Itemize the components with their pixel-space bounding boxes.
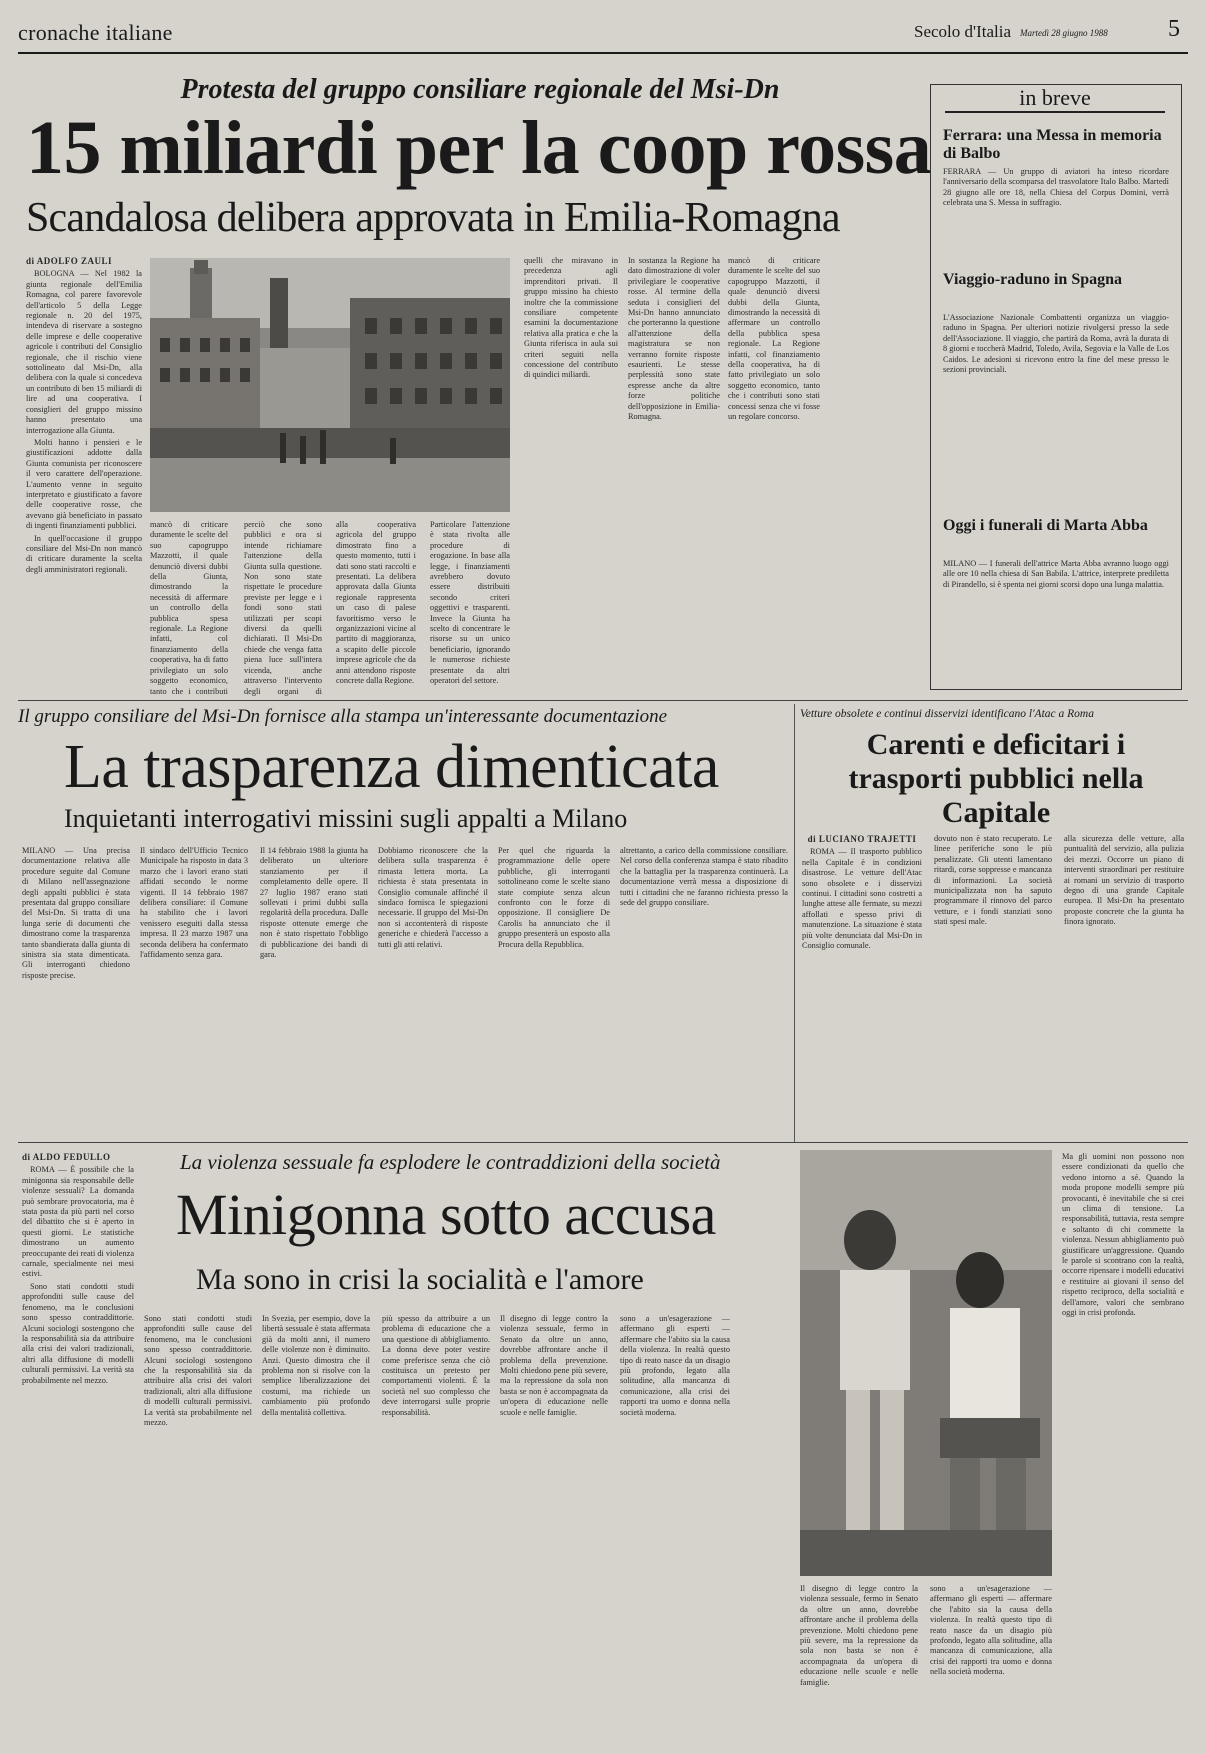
- a4-caption-column: sono a un'esagerazione — affermano gli esperti — affermare che l'abito sia la causa della violenza. In realtà questo tipo di reato nasce da un disagio più profondo, legato alla solitudine, alla mancanza di comunicazione, alla crisi dei rapporti tra uomo e donna nella società moderna.: [930, 1584, 1052, 1677]
- a2-title: La trasparenza dimenticata: [64, 733, 719, 801]
- a4-subtitle: Ma sono in crisi la socialità e l'amore: [196, 1263, 644, 1296]
- a4-kicker: La violenza sessuale fa esplodere le contraddizioni della società: [180, 1150, 721, 1174]
- page-header: [18, 14, 1188, 48]
- a4-column: più spesso da attribuire a un problema di educazione che a una questione di abbigliamento. La donna deve poter vestire come preferisce senza che ciò costituisca un pretesto per comportamenti violenti. È la società nel suo complesso che deve interrogarsi sulle proprie responsabilità.: [382, 1314, 490, 1417]
- brief-text: FERRARA — Un gruppo di aviatori ha inteso ricordare l'anniversario della scomparsa del trasvolatore Italo Balbo. Martedì 28 giugno alle ore 18, nella Chiesa del Corpus Domini, verrà celebrata una S. Messa in suffragio.: [943, 167, 1169, 208]
- a4-title: Minigonna sotto accusa: [176, 1182, 716, 1247]
- a2-column: MILANO — Una precisa documentazione relativa alle procedure seguite dal Comune di Milano nell'assegnazione degli appalti pubblici è stata presentata dal gruppo consiliare del Msi-Dn. Si tratta di una lunga serie di documenti che dimostrano come la trasparenza tanto sbandierata dalla giunta di sinistra sia stata dimenticata. Gli interroganti chiedono risposte precise.: [22, 846, 130, 980]
- issue-date: Martedì 28 giugno 1988: [1020, 28, 1108, 38]
- young-people-photo: [800, 1150, 1052, 1576]
- a1-column: Particolare l'attenzione è stata rivolta alle procedure di erogazione. In base alla legge, i finanziamenti avrebbero dovuto essere distribuiti secondo criteri oggettivi e trasparenti. Invece la Giunta ha scelto di concentrare le risorse su un unico beneficiario, ignorando le numerose richieste presentate da altri operatori del settore.: [430, 520, 510, 686]
- a4-byline: di ALDO FEDULLO: [22, 1152, 111, 1162]
- a1-paragraph: Molti hanno i pensieri e le giustificazioni addotte dalla Giunta comunista per riconoscere il vero carattere dell'operazione. L'aumento venne in seguito interpretato e giustificato a favore delle cooperative rosse, che avevano già beneficiato in passato di ingenti finanziamenti pubblici.: [26, 437, 142, 531]
- section-rule: [18, 1142, 1188, 1143]
- header-rule: [18, 52, 1188, 54]
- a4-column: sono a un'esagerazione — affermano gli esperti — affermare che l'abito sia la causa della violenza. In realtà questo tipo di reato nasce da un disagio più profondo, legato alla solitudine, alla mancanza di comunicazione, alla crisi dei rapporti tra uomo e donna nella società moderna.: [620, 1314, 730, 1417]
- section-label: cronache italiane: [18, 20, 173, 45]
- a2-column: altrettanto, a carico della commissione consiliare. Nel corso della conferenza stampa è stato ribadito che la battaglia per la trasparenza continuerà. La documentazione verrà messa a disposizione di tutti i cittadini che ne faranno richiesta presso la sede del gruppo consiliare.: [620, 846, 788, 908]
- a4-column: Sono stati condotti studi approfonditi sulle cause del fenomeno, ma le conclusioni sono spesso contraddittorie. Alcuni sociologi sostengono che la responsabilità sia da attribuire alla crisi dei valori tradizionali, altri alla diffusione di modelli culturali permissivi. La verità sta probabilmente nel mezzo.: [144, 1314, 252, 1428]
- a2-column: Per quel che riguarda la programmazione delle opere pubbliche, gli interroganti sottolineano come le scelte siano state compiute senza alcun confronto con le forze di opposizione. Il consigliere De Carolis ha annunciato che il gruppo presenterà un esposto alla Procura della Repubblica.: [498, 846, 610, 949]
- a2-column: Il 14 febbraio 1988 la giunta ha deliberato un ulteriore stanziamento per il completamento delle opere. Il 27 luglio 1987 erano stati sollevati i primi dubbi sulla regolarità della procedura. Dalle risposte ottenute emerge che non è stato rispettato l'obbligo di pubblicazione dei bandi di gara.: [260, 846, 368, 960]
- a3-title: Carenti e deficitari i trasporti pubblici nella Capitale: [848, 728, 1144, 829]
- a1-lead-column: [26, 256, 142, 696]
- a2-subtitle: Inquietanti interrogativi missini sugli appalti a Milano: [64, 804, 628, 833]
- a2-column: Il sindaco dell'Ufficio Tecnico Municipale ha risposto in data 3 marzo che i lavori erano stati affidati secondo le norme vigenti. Il 14 febbraio 1987 delibera consiliare: il Comune ha stabilito che i lavori venissero eseguiti dalla stessa impresa. Il 23 marzo 1987 una seconda delibera ha confermato l'affidamento senza gara.: [140, 846, 248, 960]
- a3-paragraph: ROMA — Il trasporto pubblico nella Capitale è in condizioni disastrose. Le vetture dell'Atac sono obsolete e i disservizi continui. I cittadini sono costretti a lunghe attese alle fermate, su mezzi affollati e spesso privi di manutenzione. La situazione è stata più volte denunciata dal Msi-Dn in Consiglio comunale.: [802, 847, 922, 951]
- a4-lead-column: [22, 1152, 134, 1742]
- a1-column: quelli che miravano in precedenza agli imprenditori privati. Il gruppo missino ha chiesto inoltre che la commissione consiliare competente esamini la documentazione relativa alla pratica e che la Giunta riferisca in aula sui criteri seguiti nella concessione del contributo di quindici miliardi.: [524, 256, 618, 380]
- a1-column: mancò di criticare duramente le scelte del suo capogruppo Mazzotti, il quale denunciò diversi dubbi della Giunta, dimostrando la necessità di affermare un controllo della pubblica spesa regionale. La Regione infatti, col finanziamento della cooperativa, ha di fatto privilegiato un solo soggetto economico, tanto che i contributi: [150, 520, 228, 696]
- a4-column: Il disegno di legge contro la violenza sessuale, fermo in Senato da oltre un anno, dovrebbe affrontare anche il problema della prevenzione. Molti chiedono pene più severe, ma la repressione da sola non basta se non è accompagnata da un'opera di educazione nelle scuole e nelle famiglie.: [500, 1314, 608, 1417]
- a1-column: alla cooperativa agricola del gruppo dimostrato fino a questo momento, tutti i dati sono stati raccolti e presentati. La delibera approvata dalla Giunta regionale rappresenta un caso di palese favoritismo verso le organizzazioni vicine al partito di maggioranza, a scapito delle piccole imprese agricole che da anni attendono risposte concrete dalla Regione.: [336, 520, 416, 686]
- a1-kicker: Protesta del gruppo consiliare regionale del Msi-Dn: [180, 74, 780, 105]
- brief-title: Ferrara: una Messa in memoria di Balbo: [943, 127, 1162, 162]
- column-divider: [794, 704, 795, 1142]
- in-breve-label: in breve: [945, 83, 1165, 113]
- a1-byline: di ADOLFO ZAULI: [26, 256, 113, 266]
- a1-paragraph: In quell'occasione il gruppo consiliare del Msi-Dn non mancò di criticare duramente la scelta degli amministratori regionali.: [26, 533, 142, 574]
- a4-caption-column: Il disegno di legge contro la violenza sessuale, fermo in Senato da oltre un anno, dovrebbe affrontare anche il problema della prevenzione. Molti chiedono pene più severe, ma la repressione da sola non basta se non è accompagnata da un'opera di educazione nelle scuole e nelle famiglie.: [800, 1584, 918, 1687]
- a3-byline: di LUCIANO TRAJETTI: [807, 834, 917, 844]
- a4-side-text: Ma gli uomini non possono non essere condizionati da quello che vedono intorno a sé. Quando la moda propone modelli sempre più provocanti, è inevitabile che si crei un clima di tensione. La responsabilità, tuttavia, resta sempre e soltanto di chi commette la violenza. Nessun abbigliamento può giustificare un'aggressione. Quando le parole si scontrano con la realtà, occorre ripensare i modelli educativi e restituire ai giovani il senso del rispetto reciproco, della socialità e dell'amore, valori che sembrano oggi in crisi profonda.: [1062, 1152, 1184, 1318]
- a1-column: In sostanza la Regione ha dato dimostrazione di voler privilegiare le cooperative rosse. Al termine della seduta i consiglieri del Msi-Dn hanno annunciato che porteranno la questione all'attenzione della magistratura se non verranno fornite risposte esaurienti. Le stesse perplessità sono state espresse anche da altre forze politiche dell'opposizione in Emilia-Romagna.: [628, 256, 720, 422]
- a4-column: In Svezia, per esempio, dove la libertà sessuale è stata affermata già da molti anni, il numero delle violenze non è diminuito. Anzi. Questo dimostra che il problema non si risolve con la semplice liberalizzazione dei costumi, ma richiede un cambiamento più profondo della mentalità collettiva.: [262, 1314, 370, 1417]
- a1-title: 15 miliardi per la coop rossa: [26, 106, 932, 190]
- section-rule: [18, 700, 1188, 701]
- a3-column: dovuto non è stato recuperato. Le linee periferiche sono le più penalizzate. Gli utenti lamentano ritardi, corse soppresse e mancanza di informazioni. La società municipalizzata non ha saputo programmare il rinnovo del parco vetture, e i fondi stanziati sono stati spesi male.: [934, 834, 1052, 927]
- a3-kicker: Vetture obsolete e continui disservizi identificano l'Atac a Roma: [800, 708, 1094, 720]
- a1-paragraph: BOLOGNA — Nel 1982 la giunta regionale dell'Emilia Romagna, col parere favorevole dell'articolo 5 della Legge regionale n. 20 del 1975, intendeva di riservare a sostegno delle imprese e delle cooperative agricole i contributi del Consiglio regionale, che il rischio viene sottolineato dal Msi-Dn, alla delibera con la quale si concedeva un contributo di ben 15 miliardi di lire ad una cooperativa. I consiglieri del gruppo missino hanno presentato una interrogazione alla Giunta.: [26, 269, 142, 435]
- a4-paragraph: Sono stati condotti studi approfonditi sulle cause del fenomeno, ma le conclusioni sono spesso contraddittorie. Alcuni sociologi sostengono che la responsabilità sia da attribuire alla crisi dei valori tradizionali, altri alla diffusione di modelli culturali permissivi. La verità sta probabilmente nel mezzo.: [22, 1281, 134, 1385]
- bologna-street-photo: [150, 258, 510, 512]
- brief-title: Oggi i funerali di Marta Abba: [943, 517, 1148, 534]
- brief-text: L'Associazione Nazionale Combattenti organizza un viaggio-raduno in Spagna. Per ulteriori notizie rivolgersi presso la sede dell'Associazione. Il viaggio, che partirà da Roma, avrà la durata di 8 giorni e toccherà Madrid, Toledo, Avila, Segovia e la Valle de Los Caidos. Le adesioni si ricevono entro la fine del mese presso le sezioni provinciali.: [943, 313, 1169, 375]
- brief-title: Viaggio-raduno in Spagna: [943, 271, 1123, 288]
- page-number: 5: [1168, 16, 1180, 42]
- paper-name: Secolo d'Italia: [914, 22, 1012, 41]
- in-breve-box: [930, 84, 1182, 690]
- a1-subtitle: Scandalosa delibera approvata in Emilia-Romagna: [26, 195, 840, 241]
- a3-column: [802, 834, 922, 1136]
- a4-lead: ROMA — È possibile che la minigonna sia responsabile delle violenze sessuali? La domanda può sembrare provocatoria, ma è stata posta da più parti nel corso del dibattito che si è aperto in questi giorni. Le statistiche dimostrano un aumento preoccupante dei reati di violenza carnale, specialmente nei mesi estivi.: [22, 1165, 134, 1279]
- a2-column: Dobbiamo riconoscere che la delibera sulla trasparenza è rimasta lettera morta. La richiesta è stata presentata in Consiglio comunale affinché il sindaco fornisca le spiegazioni necessarie. Il gruppo del Msi-Dn non si accontenterà di risposte generiche e chiederà l'accesso a tutti gli atti relativi.: [378, 846, 488, 949]
- a1-column: mancò di criticare duramente le scelte del suo capogruppo Mazzotti, il quale denunciò diversi dubbi della Giunta, dimostrando la necessità di affermare un controllo della pubblica spesa regionale. La Regione infatti, col finanziamento della cooperativa, ha di fatto privilegiato un solo soggetto economico, tanto che i contributi sono stati concessi senza che vi fosse un regolare concorso.: [728, 256, 820, 422]
- a3-column: alla sicurezza delle vetture, alla puntualità del servizio, alla pulizia dei mezzi. Occorre un piano di interventi straordinari per restituire ai romani un servizio di trasporto degno di una grande Capitale europea. Il Msi-Dn ha presentato proposte concrete che la giunta ha finora ignorato.: [1064, 834, 1184, 927]
- brief-text: MILANO — I funerali dell'attrice Marta Abba avranno luogo oggi alle ore 10 nella chiesa di San Babila. L'attrice, interprete prediletta di Pirandello, si è spenta nei giorni scorsi dopo una lunga malattia.: [943, 559, 1169, 589]
- a2-kicker: Il gruppo consiliare del Msi-Dn fornisce alla stampa un'interessante documentazione: [18, 706, 668, 727]
- a1-column: perciò che sono pubblici e ora si intende richiamare l'attenzione della Giunta sulla questione. Non sono state rispettate le procedure previste per legge e i fondi sono stati utilizzati per scopi diversi da quelli dichiarati. Il Msi-Dn chiede che venga fatta piena luce sull'intera vicenda, anche attraverso l'intervento degli organi di: [244, 520, 322, 696]
